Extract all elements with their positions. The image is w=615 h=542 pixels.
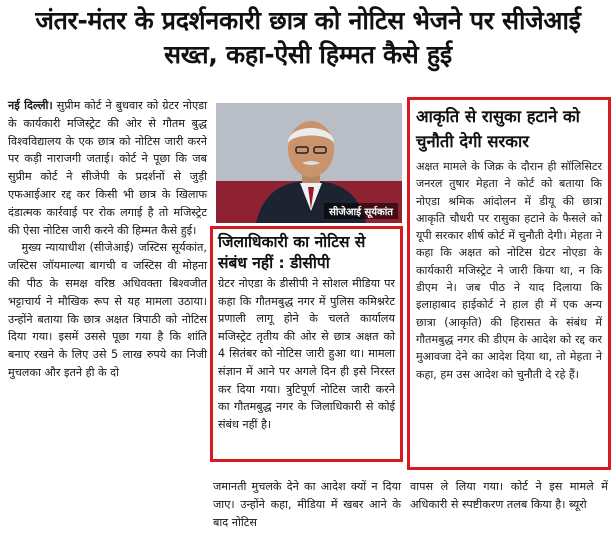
bottom-right-paragraph: वापस ले लिया गया। कोर्ट ने इस मामले में अधिकारी से स्पष्टीकरण तलब किया है। ब्यूरो bbox=[410, 480, 608, 511]
lead-paragraph-1 bbox=[8, 97, 207, 239]
dm-box-text: ग्रेटर नोएडा के डीसीपी ने सोशल मीडिया पर कहा कि गौतमबुद्ध नगर में पुलिस कमिश्नरेट प्रणाली लागू होने के चलते कार्यालय मजिस्ट्रेट तृतीय की ओर से छात्र अक्षत को 4 सितंबर को नोटिस जारी हुआ था। मामला संज्ञान में आने पर अगले दिन ही इसे निरस्त कर दिया गया। त्रुटिपूर्ण नोटिस जारी करने का गौतमबुद्ध नगर के जिलाधिकारी से कोई संबंध नहीं है। bbox=[218, 277, 395, 431]
dm-box-title: जिलाधिकारी का नोटिस से संबंध नहीं : डीसीपी bbox=[218, 233, 366, 272]
dm-sidebar-box bbox=[210, 226, 403, 462]
lead-paragraph-2: मुख्य न्यायाधीश (सीजेआई) जस्टिस सूर्यकांत, जस्टिस जॉयमाल्या बागची व जस्टिस वी मोहना की पीठ के समक्ष वरिष्ठ अधिवक्ता बिश्वजीत भट्टाचार्य ने मौखिक रूप से यह मामला उठाया। उन्होंने बताया कि छात्र अक्षत त्रिपाठी को नोटिस दिया गया। इसमें उससे पूछा गया है कि शांति बनाए रखने के लिए उसे 5 लाख रुपये का निजी मुचलका और इतने ही के दो bbox=[8, 241, 207, 379]
lead-column bbox=[8, 97, 207, 382]
bottom-right-text bbox=[410, 478, 608, 514]
bottom-middle-text bbox=[213, 478, 401, 531]
rasuka-box-title: आकृति से रासुका हटाने को चुनौती देगी सरकार bbox=[416, 107, 580, 151]
lead-paragraph-1-text: सुप्रीम कोर्ट ने बुधवार को ग्रेटर नोएडा के कार्यकारी मजिस्ट्रेट की ओर से गौतम बुद्ध विश्वविद्यालय के एक छात्र को नोटिस जारी करने पर कड़ी नाराजगी जताई। कोर्ट ने पूछा कि जब सुप्रीम कोर्ट ने सीजेपी के प्रदर्शनों से जुड़ी एफआईआर रद्द कर किसी भी छात्र के खिलाफ दंडात्मक कार्रवाई पर रोक लगाई है तो मजिस्ट्रेट की ऐसा नोटिस जारी करने की हिम्मत कैसे हुई। bbox=[8, 99, 208, 237]
rasuka-box-text: अक्षत मामले के जिक्र के दौरान ही सॉलिसिटर जनरल तुषार मेहता ने कोर्ट को बताया कि नोएडा श्रमिक आंदोलन में डीयू की छात्रा आकृति चौधरी पर रासुका हटाने के फैसले को यूपी सरकार शीर्ष कोर्ट में चुनौती देगी। मेहता ने कहा कि अक्षत को नोटिस ग्रेटर नोएडा के कार्यकारी मजिस्ट्रेट ने जारी किया था, न कि डीएम ने। जब पीठ ने याद दिलाया कि इलाहाबाद हाईकोर्ट ने हाल ही में एक अन्य छात्रा (आकृति) की हिरासत के संबंध में गौतमबुद्ध नगर की डीएम के आदेश को रद्द कर मुआवजा देने का आदेश दिया था, तो मेहता ने कहा, हम उस आदेश को चुनौती दे रहे हैं। bbox=[416, 160, 602, 381]
dm-box-body bbox=[218, 275, 395, 433]
headline: जंतर-मंतर के प्रदर्शनकारी छात्र को नोटिस भेजने पर सीजेआई सख्त, कहा-ऐसी हिम्मत कैसे हुई bbox=[35, 6, 581, 69]
photo-caption: सीजेआई सूर्यकांत bbox=[324, 203, 398, 219]
cji-photo bbox=[216, 103, 402, 223]
rasuka-sidebar-box bbox=[407, 97, 611, 470]
bottom-middle-paragraph: जमानती मुचलके देने का आदेश क्यों न दिया जाए। उन्होंने कहा, मीडिया में खबर आने के बाद नोटिस bbox=[213, 480, 401, 529]
rasuka-box-body bbox=[416, 158, 602, 383]
dateline: नई दिल्ली। bbox=[8, 99, 53, 112]
